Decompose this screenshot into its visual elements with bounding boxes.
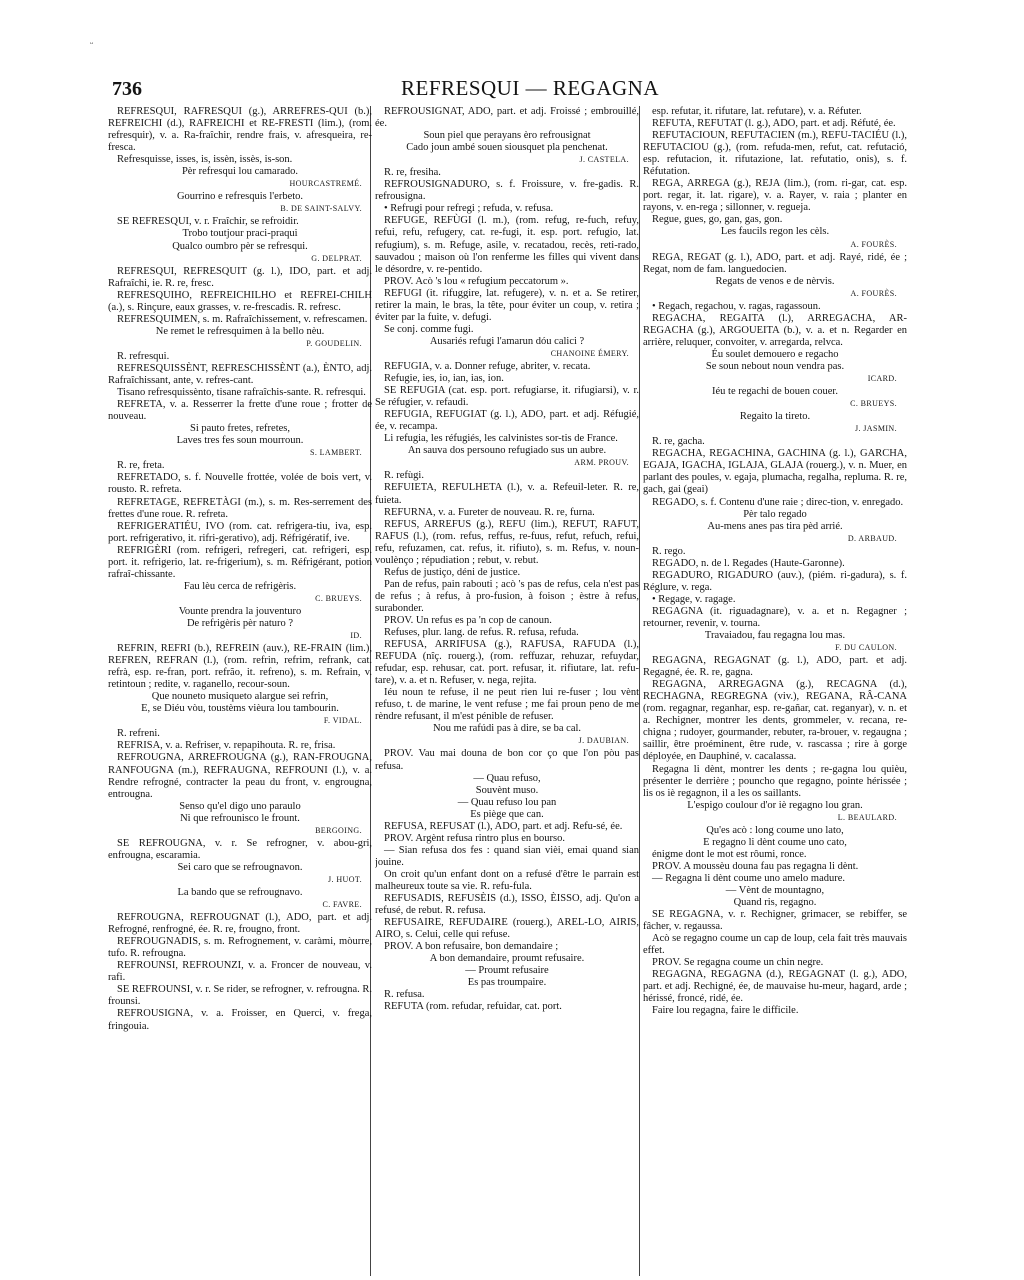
citation-author: CHANOINE ÉMERY. <box>550 348 629 358</box>
quotation-line: Qu'es acò : long coume uno lato, <box>706 824 844 836</box>
dictionary-entry: • Regage, v. ragage. <box>652 593 736 605</box>
citation-author: F. VIDAL. <box>323 716 362 726</box>
dictionary-entry: R. re, freta. <box>117 460 165 472</box>
dictionary-entry: R. refreni. <box>117 728 160 740</box>
dictionary-entry: REFRESQUIHO, REFREICHILHO et REFREI-CHILH (a.), s. Rinçure, eaux grasses, v. re-frescadis. R. refresc. <box>108 289 372 313</box>
quotation-line: Fau lèu cerca de refrigèris. <box>183 580 297 592</box>
citation-author: S. LAMBERT. <box>310 448 362 458</box>
quotation-line: Pèr talo regado <box>743 508 807 520</box>
dictionary-entry: SE REFROUGNA, v. r. Se refrogner, v. abou-gri, enfrougna, escaramia. <box>108 837 372 861</box>
dictionary-entry: REFURNA, v. a. Fureter de nouveau. R. re, furna. <box>384 506 595 518</box>
citation-author: J. CASTELA. <box>579 155 629 165</box>
citation-author: G. DELPRAT. <box>311 253 362 263</box>
quotation-line: — Proumt refusaire <box>465 965 549 977</box>
dictionary-entry: PROV. A bon refusaire, bon demandaire ; <box>384 941 559 953</box>
dictionary-entry: REFROUNSI, REFROUNZI, v. a. Froncer de nouveau, v. rafi. <box>108 960 372 984</box>
dictionary-entry: REFRIGÈRI (rom. refrigeri, refregeri, cat. refrigeri, esp. port. it. refrigerio, lat. re-frigerium), s. m. Réfrigérant, potion rafraî-chissante. <box>108 544 372 580</box>
citation-author: J. HUOT. <box>328 874 362 884</box>
citation-author: A. FOURÈS. <box>850 239 897 249</box>
dictionary-entry: Se conj. comme fugi. <box>384 323 474 335</box>
citation-author: C. FAVRE. <box>322 900 362 910</box>
dictionary-entry: REFUGIA, v. a. Donner refuge, abriter, v. recata. <box>384 360 591 372</box>
dictionary-entry: REFRETADO, s. f. Nouvelle frottée, volée de bois vert, v. rousto. R. refreta. <box>108 472 372 496</box>
dictionary-entry: REFRESQUIMEN, s. m. Rafraîchissement, v. refrescamen. <box>117 313 368 325</box>
quotation-line: E regagno li dènt coume uno cato, <box>703 836 847 848</box>
dictionary-entry: — Sian refusa dos fes : quand sian vièi, emai quand sian jouine. <box>375 844 639 868</box>
quotation-line: Éu soulet demouero e regacho <box>711 348 839 360</box>
dictionary-entry: REGAGNA, REGAGNA (d.), REGAGNAT (l. g.), ADO, part. et adj. Rechigné, ée, de mauvaise hu-meur, hagard, arde ; hérissé, froncé, ridé, ée. <box>643 969 907 1005</box>
dictionary-entry: REFUTACIOUN, REFUTACIEN (m.), REFU-TACIÉU (l.), REFUTACIOU (g.), (rom. refuda-men, refut, cat. refutació, esp. refutacion, it. rifutazione, lat. refutatio, onis), s. f. Réfutation. <box>643 130 907 178</box>
citation-author: C. BRUEYS. <box>315 593 362 603</box>
column-1 <box>108 106 372 1256</box>
dictionary-entry: SE REFROUNSI, v. r. Se rider, se refrogner, v. refrougna. R. frounsi. <box>108 984 372 1008</box>
quotation-line: — Quau refuso lou pan <box>457 796 557 808</box>
citation-author: L. BEAULARD. <box>837 812 897 822</box>
dictionary-entry: R. rego. <box>652 545 686 557</box>
dictionary-entry: REFUTA, REFUTAT (l. g.), ADO, part. et adj. Réfuté, ée. <box>652 118 896 130</box>
quotation-line: Senso qu'el digo uno paraulo <box>179 800 301 812</box>
quotation-line: Regaito la tireto. <box>739 411 811 423</box>
quotation-line: Ausariés refugi l'amarun dóu calici ? <box>429 335 585 347</box>
dictionary-entry: R. refùgi. <box>384 470 424 482</box>
dictionary-entry: REFROUSIGNAT, ADO, part. et adj. Froissé ; embrouillé, ée. <box>375 106 639 130</box>
dictionary-entry: énigme dont le mot est rôumi, ronce. <box>652 848 807 860</box>
dictionary-entry: REFUIETA, REFULHETA (l.), v. a. Refeuil-leter. R. re, fuieta. <box>375 482 639 506</box>
dictionary-entry: REGA, ARREGA (g.), REJA (lim.), (rom. ri-gar, cat. esp. port. regar, it. lat. rigare), v. a. Rayer, v. raia ; planter en rayons, v. en-rega ; sillonner, v. regueja. <box>643 178 907 214</box>
quotation-line: Trobo toutjour praci-praqui <box>182 228 298 240</box>
dictionary-entry: R. refresqui. <box>117 350 170 362</box>
column-3 <box>643 106 907 1256</box>
dictionary-entry: Faire lou regagna, faire le difficile. <box>652 1005 799 1017</box>
citation-author: P. GOUDELIN. <box>306 338 362 348</box>
quotation-line: An sauva dos persouno refugiado sus un aubre. <box>407 445 607 457</box>
quotation-line: Iéu te regachi de bouen couer. <box>712 386 838 398</box>
dictionary-entry: PROV. A moussèu douna fau pas regagna li dènt. <box>652 860 859 872</box>
quotation-line: De refrigèris pèr naturo ? <box>186 617 294 629</box>
dictionary-entry: PROV. Vau mai douna de bon cor ço que l'on pòu pas refusa. <box>375 748 639 772</box>
citation-author: C. BRUEYS. <box>850 399 897 409</box>
dictionary-entry: REFUGE, REFÙGI (l. m.), (rom. refug, re-fuch, refuy, refui, refu, refugery, cat. re-fugi, it. esp. port. refugio, lat. refugium), s. m. Refuge, asile, v. recatadou, recès, reti-rado, sauvadou ; maison où l'on renferme les filles qui vivent dans le désordre, v. re-pentido. <box>375 215 639 275</box>
dictionary-entry: esp. refutar, it. rifutare, lat. refutare), v. a. Réfuter. <box>652 106 862 117</box>
dictionary-entry: • Refrugi pour refregi ; refuda, v. refusa. <box>384 203 554 215</box>
quotation-line: La bando que se refrougnavo. <box>177 887 303 898</box>
quotation-line: Pèr refresqui lou camarado. <box>181 166 299 178</box>
quotation-line: L'espigo coulour d'or iè regagno lou gran. <box>687 799 863 811</box>
dictionary-entry: PROV. Un refus es pa 'n cop de canoun. <box>384 614 552 626</box>
dictionary-entry: R. re, fresiha. <box>384 167 441 179</box>
citation-author: J. DAUBIAN. <box>578 736 629 746</box>
dictionary-entry: REFUSA, REFUSAT (l.), ADO, part. et adj. Refu-sé, ée. <box>384 820 623 832</box>
margin-tick: ᵕ <box>90 38 94 50</box>
citation-author: J. JASMIN. <box>854 424 897 434</box>
dictionary-entry: REGAGNA (it. riguadagnare), v. a. et n. Regagner ; retourner, revenir, v. tourna. <box>643 605 907 629</box>
dictionary-entry: REFUSA, ARRIFUSA (g.), RAFUSA, RAFUDA (l.), REFUDA (nîç. rouerg.), (rom. reffuzar, rehuzar, refuydar, refudar, esp. rehusar, cat. port. refusar, it. rifiutare, lat. refu-tare), v. a. et n. Refuser, v. nega, rejita. <box>375 639 639 687</box>
quotation-line: Nou me rafúdi pas à dire, se ba cal. <box>432 723 582 735</box>
quotation-line: Vounte prendra la jouventuro <box>178 605 302 617</box>
dictionary-entry: REFUGIA, REFUGIAT (g. l.), ADO, part. et adj. Réfugié, ée, v. recampa. <box>375 409 639 433</box>
quotation-line: Que nouneto musiqueto alargue sei refrin, <box>151 691 329 703</box>
dictionary-entry: REGA, REGAT (g. l.), ADO, part. et adj. Rayé, ridé, ée ; Regat, nom de fam. languedocien. <box>643 251 907 275</box>
quotation-line: Gourrino e refresquis l'erbeto. <box>176 191 304 203</box>
dictionary-entry: REFRISA, v. a. Refriser, v. repapihouta. R. re, frisa. <box>117 740 336 752</box>
dictionary-entry: REFROUGNA, REFROUGNAT (l.), ADO, part. et adj. Refrogné, renfrogné, ée. R. re, frougno, front. <box>108 912 372 936</box>
dictionary-entry: REGACHA, REGAITA (l.), ARREGACHA, AR-REGACHA (g.), ARGOUEITA (b.), v. a. et n. Regarder en arrière, reluquer, convoiter, v. arregarda, relvca. <box>643 312 907 348</box>
dictionary-entry: REFRIN, REFRI (b.), REFREIN (auv.), RE-FRAIN (lim.), REFREN, REFRAN (l.), (rom. refrin, refrim, refrank, cat. refrà, esp. re-fran, port. refrão, it. refreno), s. m. Refrain, v. retintoun ; redite, v. raganello, recour-soun. <box>108 643 372 691</box>
dictionary-entry: REFROUGNADIS, s. m. Refrognement, v. caràmi, mòurre, tufo. R. refrougna. <box>108 936 372 960</box>
dictionary-entry: SE REFUGIA (cat. esp. port. refugiarse, it. rifugiarsi), v. r. Se réfugier, v. refaudi. <box>375 385 639 409</box>
column-2 <box>375 106 639 1256</box>
dictionary-entry: REFRESQUI, RAFRESQUI (g.), ARREFRES-QUI (b.), REFREICHI (d.), RAFREICHI et RE-FRESTI (lim.), (rom. refresquir), v. a. Ra-fraîchir, rendre frais, v. afresqueira, re-fresca. <box>108 106 372 154</box>
citation-author: BERGOING. <box>315 825 362 835</box>
dictionary-entry: REFRIGERATIÉU, IVO (rom. cat. refrigera-tiu, iva, esp. port. refrigerativo, it. rifri-gerativo), adj. Réfrigératif, ive. <box>108 520 372 544</box>
quotation-line: Ni que refrounisco le frount. <box>180 812 300 824</box>
citation-author: D. ARBAUD. <box>847 533 897 543</box>
dictionary-entry: Refuses, plur. lang. de refus. R. refusa, refuda. <box>384 627 579 639</box>
quotation-line: Es piège que can. <box>470 808 544 820</box>
dictionary-entry: Iéu noun te refuse, il ne peut rien lui re-fuser ; lou vènt refuso, t. de marine, le vent refuse ; me fai proun peno de me rèndre refusant, il m'est pénible de refuser. <box>375 687 639 723</box>
quotation-line: — Quau refuso, <box>473 772 541 784</box>
dictionary-entry: REFRESQUISSÈNT, REFRESCHISSÈNT (a.), ÈNTO, adj. Rafraîchissant, ante, v. refres-cant. <box>108 362 372 387</box>
quotation-line: Souvènt muso. <box>475 784 539 796</box>
dictionary-entry: REGADO, n. de l. Regades (Haute-Garonne). <box>652 557 845 569</box>
dictionary-entry: R. re, gacha. <box>652 436 705 448</box>
quotation-line: Les faucils regon les cèls. <box>720 226 830 238</box>
dictionary-entry: Regue, gues, go, gan, gas, gon. <box>652 214 783 226</box>
dictionary-entry: REFRETA, v. a. Resserrer la frette d'une roue ; frotter de nouveau. <box>108 399 372 423</box>
dictionary-entry: REFUSAIRE, REFUDAIRE (rouerg.), AREL-LO, AIRIS, AIRO, s. Celui, celle qui refuse. <box>375 917 639 941</box>
dictionary-entry: REFROUSIGNA, v. a. Froisser, en Querci, v. frega, fringouia. <box>108 1008 372 1032</box>
citation-author: B. DE SAINT-SALVY. <box>280 204 362 214</box>
dictionary-entry: SE REFRESQUI, v. r. Fraîchir, se refroidir. <box>117 216 299 228</box>
quotation-line: E, se Diéu vòu, toustèms vièura lou tambourin. <box>141 703 339 715</box>
citation-author: A. FOURÈS. <box>850 288 897 298</box>
dictionary-entry: PROV. Se regagna coume un chin negre. <box>652 957 824 969</box>
dictionary-entry: REGAGNA, REGAGNAT (g. l.), ADO, part. et adj. Regagné, ée. R. re, gagna. <box>643 655 907 679</box>
dictionary-entry: REFUS, ARREFUS (g.), REFU (lim.), REFUT, RAFUT, RAFUS (l.), (rom. refus, reffus, re-fuus, refut, refuch, refui, refu, refuzamen, cat. refus, it. rifiuto), s. m. Refus, v. noun-voulènço ; répudiation ; rebut, v. rebut. <box>375 518 639 566</box>
dictionary-entry: Refugie, ies, io, ian, ias, ion. <box>384 373 504 385</box>
dictionary-entry: REGADURO, RIGADURO (auv.), (piém. ri-gadura), s. f. Réglure, v. rega. <box>643 569 907 593</box>
quotation-line: Regats de venos e de nèrvis. <box>715 275 835 287</box>
quotation-line: — Vènt de mountagno, <box>725 885 825 896</box>
quotation-line: Au-mens anes pas tira pèd arrié. <box>707 520 843 532</box>
quotation-line: Cado joun ambé souen siousquet pla penchenat. <box>406 142 608 154</box>
quotation-line: Si pauto fretes, refretes, <box>189 423 290 435</box>
dictionary-entry: Acò se regagno coume un cap de loup, cela fait très mauvais effet. <box>643 933 907 957</box>
quotation-line: Se soun nebout noun vendra pas. <box>705 360 845 372</box>
quotation-line: Travaiadou, fau regagna lou mas. <box>704 630 846 642</box>
quotation-line: Laves tres fes soun mourroun. <box>176 435 304 447</box>
quotation-line: Soun piel que perayans èro refrousignat <box>423 130 591 142</box>
dictionary-entry: Refus de justiço, déni de justice. <box>384 566 521 578</box>
quotation-line: Sei caro que se refrougnavon. <box>177 861 303 873</box>
citation-author: ARM. PROUV. <box>574 458 629 468</box>
citation-author: ID. <box>350 631 362 641</box>
dictionary-entry: REFROUGNA, ARREFROUGNA (g.), RAN-FROUGNA, RANFOUGNA (m.), REFRAUGNA, REFROUNI (l.), v. a. Rendre refrogné, contracter la peau du front, v. engrougna, entrougna. <box>108 752 372 800</box>
dictionary-entry: — Regagna li dènt coume uno amelo madure. <box>652 872 846 884</box>
dictionary-entry: Pan de refus, pain rabouti ; acò 's pas de refus, cela n'est pas de refus ; à refus, à pro-fusion, à foison ; èstre à refus, surabonder. <box>375 578 639 614</box>
column-divider-2 <box>639 106 640 1276</box>
dictionary-entry: REFRETAGE, REFRETÀGI (m.), s. m. Res-serrement des frettes d'une roue. R. refreta. <box>108 496 372 520</box>
dictionary-entry: REFRESQUI, REFRESQUIT (g. l.), IDO, part. et adj. Rafraîchi, ie. R. re, fresc. <box>108 265 372 289</box>
running-head: REFRESQUI — REGAGNA <box>400 76 659 100</box>
dictionary-entry: Tisano refresquissènto, tisane rafraîchis-sante. R. refresqui. <box>117 387 366 399</box>
dictionary-entry: • Regach, regachou, v. ragas, ragassoun. <box>652 300 821 312</box>
dictionary-entry: Regagna li dènt, montrer les dents ; re-gagna lou quièu, présenter le derrière ; pouncho que regagno, pointe hérissée ; lis os iè regagnon, il a les os saillants. <box>643 763 907 799</box>
dictionary-entry: SE REGAGNA, v. r. Rechigner, grimacer, se rebiffer, se fâcher, v. regaussa. <box>643 909 907 933</box>
dictionary-entry: REFROUSIGNADURO, s. f. Froissure, v. fre-gadis. R. refrousigna. <box>375 179 639 203</box>
page-number: 736 <box>112 78 142 100</box>
dictionary-entry: REGACHA, REGACHINA, GACHINA (g. l.), GARCHA, EGAJA, IGACHA, IGLAJA, GLAJA (rouerg.), v. n. Muer, en parlant des poules, v. egaja, plumacha, regalha, repluma. R. re, gach, gai (geai) <box>643 448 907 496</box>
citation-author: HOURCASTREMÉ. <box>289 179 362 189</box>
quotation-line: Ne remet le refresquimen à la bello nèu. <box>155 325 325 337</box>
quotation-line: Qualco oumbro pèr se refresqui. <box>172 240 308 252</box>
citation-author: F. DU CAULON. <box>835 643 897 653</box>
dictionary-entry: REFUGI (it. rifuggire, lat. refugere), v. n. et a. Se retirer, retirer la main, le bras, la tête, pour éviter un coup, v. retira ; éviter par la fuite, v. defugi. <box>375 287 639 323</box>
citation-author: ICARD. <box>867 374 897 384</box>
dictionary-entry: Refresquisse, isses, is, issèn, issès, is-son. <box>117 154 293 166</box>
dictionary-entry: REFUSADIS, REFUSÈIS (d.), ISSO, ÈISSO, adj. Qu'on a refusé, de rebut. R. refusa. <box>375 893 639 917</box>
dictionary-entry: REGADO, s. f. Contenu d'une raie ; direc-tion, v. enregado. <box>652 496 904 508</box>
quotation-line: Es pas troumpaire. <box>467 977 547 989</box>
dictionary-entry: REGAGNA, ARREGAGNA (g.), RECAGNA (d.), RECHAGNA, REGREGNA (viv.), REGANA, RÂ-CANA (rom. regagnar, reganhar, esp. re-gañar, cat. reganyar), v. n. et a. Rechigner, montrer les dents, grommeler, v. recana, re-chigna ; rudoyer, gourmander, rebuter, ra-brouer, v. regaugna ; saillir, être proéminent, être rude, v. rascassa ; rire à gorge déployée, en Dauphiné, v. cacalassa. <box>643 679 907 763</box>
dictionary-entry: PROV. Argènt refusa rintro plus en bourso. <box>384 832 566 844</box>
dictionary-entry: REFUTA (rom. refudar, refuidar, cat. port. <box>384 1001 562 1013</box>
dictionary-entry: On croit qu'un enfant dont on a refusé d'être le parrain est malheureux toute sa vie. R. refu-fula. <box>375 868 639 892</box>
quotation-line: A bon demandaire, proumt refusaire. <box>429 953 585 965</box>
dictionary-entry: R. refusa. <box>384 989 425 1001</box>
dictionary-entry: PROV. Acò 's lou « refugium peccatorum ». <box>384 275 569 287</box>
quotation-line: Quand ris, regagno. <box>733 897 817 909</box>
dictionary-entry: Li refugia, les réfugiés, les calvinistes sor-tis de France. <box>384 433 618 445</box>
